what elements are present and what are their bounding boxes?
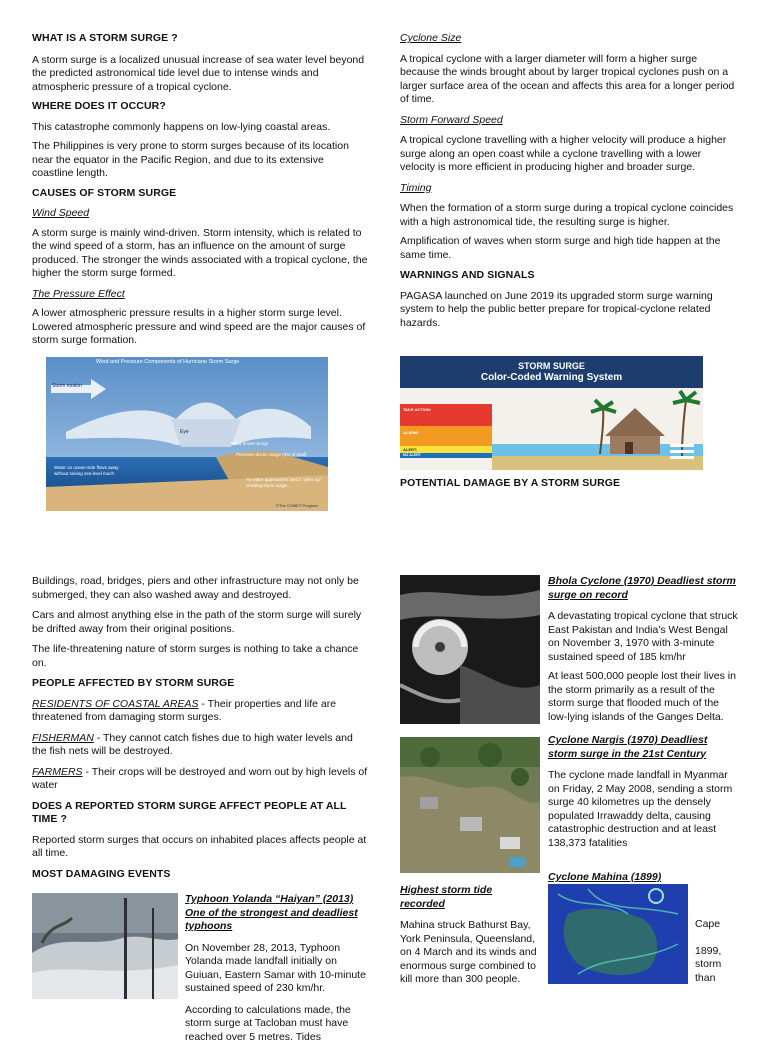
timing-subheading: Timing xyxy=(400,182,737,196)
damaging-events-heading: MOST DAMAGING EVENTS xyxy=(32,868,368,882)
cyclone-size-text: A tropical cyclone with a larger diameter will form a higher surge because the winds brought about by larger tropical cyclones push on a larger surface area of the ocean and affects this area for a longer period of time. xyxy=(400,53,737,107)
causes-heading: CAUSES OF STORM SURGE xyxy=(32,187,368,201)
where-text-1: This catastrophe commonly happens on low-lying coastal areas. xyxy=(32,121,368,135)
wind-speed-subheading: Wind Speed xyxy=(32,207,368,221)
nargis-title: Cyclone Nargis (1970) Deadliest storm surge in the 21st Century xyxy=(548,734,738,761)
where-heading: WHERE DOES IT OCCUR? xyxy=(32,100,368,114)
lower-left-column xyxy=(32,575,368,881)
bhola-text-block xyxy=(548,575,738,724)
bhola-text-1: A devastating tropical cyclone that struck East Pakistan and India's West Bengal on November 3, 1970 with 3-minute sustained speed of 185 km/hr xyxy=(548,610,738,664)
warnings-text: PAGASA launched on June 2019 its upgraded storm surge warning system to help the public better prepare for tropical-cyclone related hazards. xyxy=(400,290,737,331)
yolanda-text-block xyxy=(185,893,367,1044)
nargis-photo-svg xyxy=(400,737,540,873)
damage-text-3: The life-threatening nature of storm surges is nothing to take a chance on. xyxy=(32,643,368,670)
cyclone-size-subheading: Cyclone Size xyxy=(400,32,737,46)
yolanda-title: Typhoon Yolanda “Haiyan” (2013) One of the strongest and deadliest typhoons xyxy=(185,893,367,934)
mahina-fragments xyxy=(695,918,739,985)
pressure-subheading: The Pressure Effect xyxy=(32,288,368,302)
mahina-frag-1899: 1899, xyxy=(695,945,739,959)
yolanda-text-2: According to calculations made, the storm surge at Tacloban must have reached over 5 metres. Tides xyxy=(185,1004,367,1044)
fisherman-label: FISHERMAN xyxy=(32,732,94,744)
forward-speed-subheading: Storm Forward Speed xyxy=(400,114,737,128)
yolanda-photo-svg xyxy=(32,893,178,999)
nargis-text: The cyclone made landfall in Myanmar on Friday, 2 May 2008, sending a storm surge 40 kilometres up the densely populated Irrawaddy delta, causing catastrophic destruction and at least 138,373 fatalities xyxy=(548,769,738,850)
warning-title-2: Color-Coded Warning System xyxy=(400,372,703,383)
yolanda-photo xyxy=(32,893,178,999)
farmers-item xyxy=(32,766,368,793)
diagram-title: Wind and Pressure Components of Hurricane Storm Surge xyxy=(96,359,239,365)
damage-text-2: Cars and almost anything else in the path of the storm surge will surely be drifted away from their original positions. xyxy=(32,609,368,636)
what-text: A storm surge is a localized unusual increase of sea water level beyond the predicted astronomical tide level due to intense winds and atmospheric pressure of a tropical cyclone. xyxy=(32,54,368,95)
highest-tide-title: Highest storm tide recorded xyxy=(400,884,540,911)
nargis-aerial-photo xyxy=(400,737,540,873)
people-affected-heading: PEOPLE AFFECTED BY STORM SURGE xyxy=(32,677,368,691)
yolanda-text: On November 28, 2013, Typhoon Yolanda made landfall initially on Guiuan, Eastern Samar with 10-minute sustained speed of 230 km/hr. xyxy=(185,942,367,996)
warning-title-1: STORM SURGE xyxy=(400,361,703,371)
warnings-heading: WARNINGS AND SIGNALS xyxy=(400,269,737,283)
alert-label: ALERT: xyxy=(403,447,417,452)
wind-speed-text: A storm surge is mainly wind-driven. Storm intensity, which is related to the wind speed of a storm, has an influence on the amount of surge produced. The stronger the winds associated with a tropical cyclone, the higher the storm surge formed. xyxy=(32,227,368,281)
pressure-text: A lower atmospheric pressure results in a higher storm surge level. Lowered atmospheric pressure and wind speed are the major causes of storm surge formation. xyxy=(32,307,368,348)
bhola-title: Bhola Cyclone (1970) Deadliest storm surge on record xyxy=(548,575,738,602)
residents-item xyxy=(32,698,368,725)
upper-right-column xyxy=(400,32,737,330)
timing-text-1: When the formation of a storm surge during a tropical cyclone coincides with a high astronomical tide, the resulting surge is higher. xyxy=(400,202,737,229)
diagram-pressure-surge: Pressure-driven Surge (5% of total) xyxy=(236,452,307,457)
mahina-frag-than: than xyxy=(695,972,739,986)
farmers-label: FARMERS xyxy=(32,766,83,778)
take-action-label: TAKE ACTION: xyxy=(403,407,431,412)
mahina-frag-storm: storm xyxy=(695,958,739,972)
damage-text-1: Buildings, road, bridges, piers and other infrastructure may not only be submerged, they can also washed away and destroyed. xyxy=(32,575,368,602)
mahina-frag-cape: Cape xyxy=(695,918,739,932)
affect-heading: DOES A REPORTED STORM SURGE AFFECT PEOPLE AT ALL TIME ? xyxy=(32,800,368,827)
warning-scene-svg xyxy=(400,356,703,470)
warning-system-image xyxy=(400,356,703,470)
residents-text: - Their properties and life are threatened from damaging storm surges. xyxy=(32,698,336,724)
potential-damage-heading: POTENTIAL DAMAGE BY A STORM SURGE xyxy=(400,477,740,491)
nargis-text-block xyxy=(548,734,738,850)
diagram-eye: Eye xyxy=(180,429,189,435)
bhola-text-2: At least 500,000 people lost their lives in the storm primarily as a result of the storm surge that flooded much of the low-lying islands of the Ganges Delta. xyxy=(548,670,738,724)
highest-tide-block xyxy=(400,884,540,987)
diagram-water-approach: As water approaches land it "piles up" creating storm surge xyxy=(246,477,322,488)
no-alert-label: NO ALERT xyxy=(403,453,421,458)
storm-surge-diagram xyxy=(46,357,328,511)
fisherman-item xyxy=(32,732,368,759)
diagram-credit: ©The COMET Program xyxy=(276,503,318,508)
diagram-wind-surge: Wind-driven Surge xyxy=(231,441,268,446)
diagram-water-ocean: Water on ocean-side flows away without raising sea level much xyxy=(54,465,124,476)
affect-text: Reported storm surges that occurs on inhabited places affects people at all time. xyxy=(32,834,368,861)
bhola-satellite-svg xyxy=(400,575,540,724)
fisherman-text: - They cannot catch fishes due to high water levels and the fish nets will be destroyed. xyxy=(32,732,353,758)
alarm-label: ALARM: xyxy=(403,430,419,435)
timing-text-2: Amplification of waves when storm surge and high tide happen at the same time. xyxy=(400,235,737,262)
mahina-text: Mahina struck Bathurst Bay, York Peninsula, Queensland, on 4 March and its winds and enormous surge combined to kill more than 300 people. xyxy=(400,919,540,987)
mahina-map-svg xyxy=(548,884,688,984)
diagram-storm-motion: Storm motion xyxy=(52,383,82,389)
mahina-map-image xyxy=(548,884,688,984)
farmers-text: - Their crops will be destroyed and worn out by high levels of water xyxy=(32,766,367,792)
what-heading: WHAT IS A STORM SURGE ? xyxy=(32,32,368,46)
upper-left-column xyxy=(32,32,368,348)
mahina-title: Cyclone Mahina (1899) xyxy=(548,871,738,885)
residents-label: RESIDENTS OF COASTAL AREAS xyxy=(32,698,199,710)
bhola-satellite-image xyxy=(400,575,540,724)
forward-speed-text: A tropical cyclone travelling with a higher velocity will produce a higher surge along an open coast while a cyclone travelling with a lower velocity is more efficient in producing higher and broader surge. xyxy=(400,134,737,175)
where-text-2: The Philippines is very prone to storm surges because of its location near the equator in the Pacific Region, and due to its extensive coastline length. xyxy=(32,140,368,181)
